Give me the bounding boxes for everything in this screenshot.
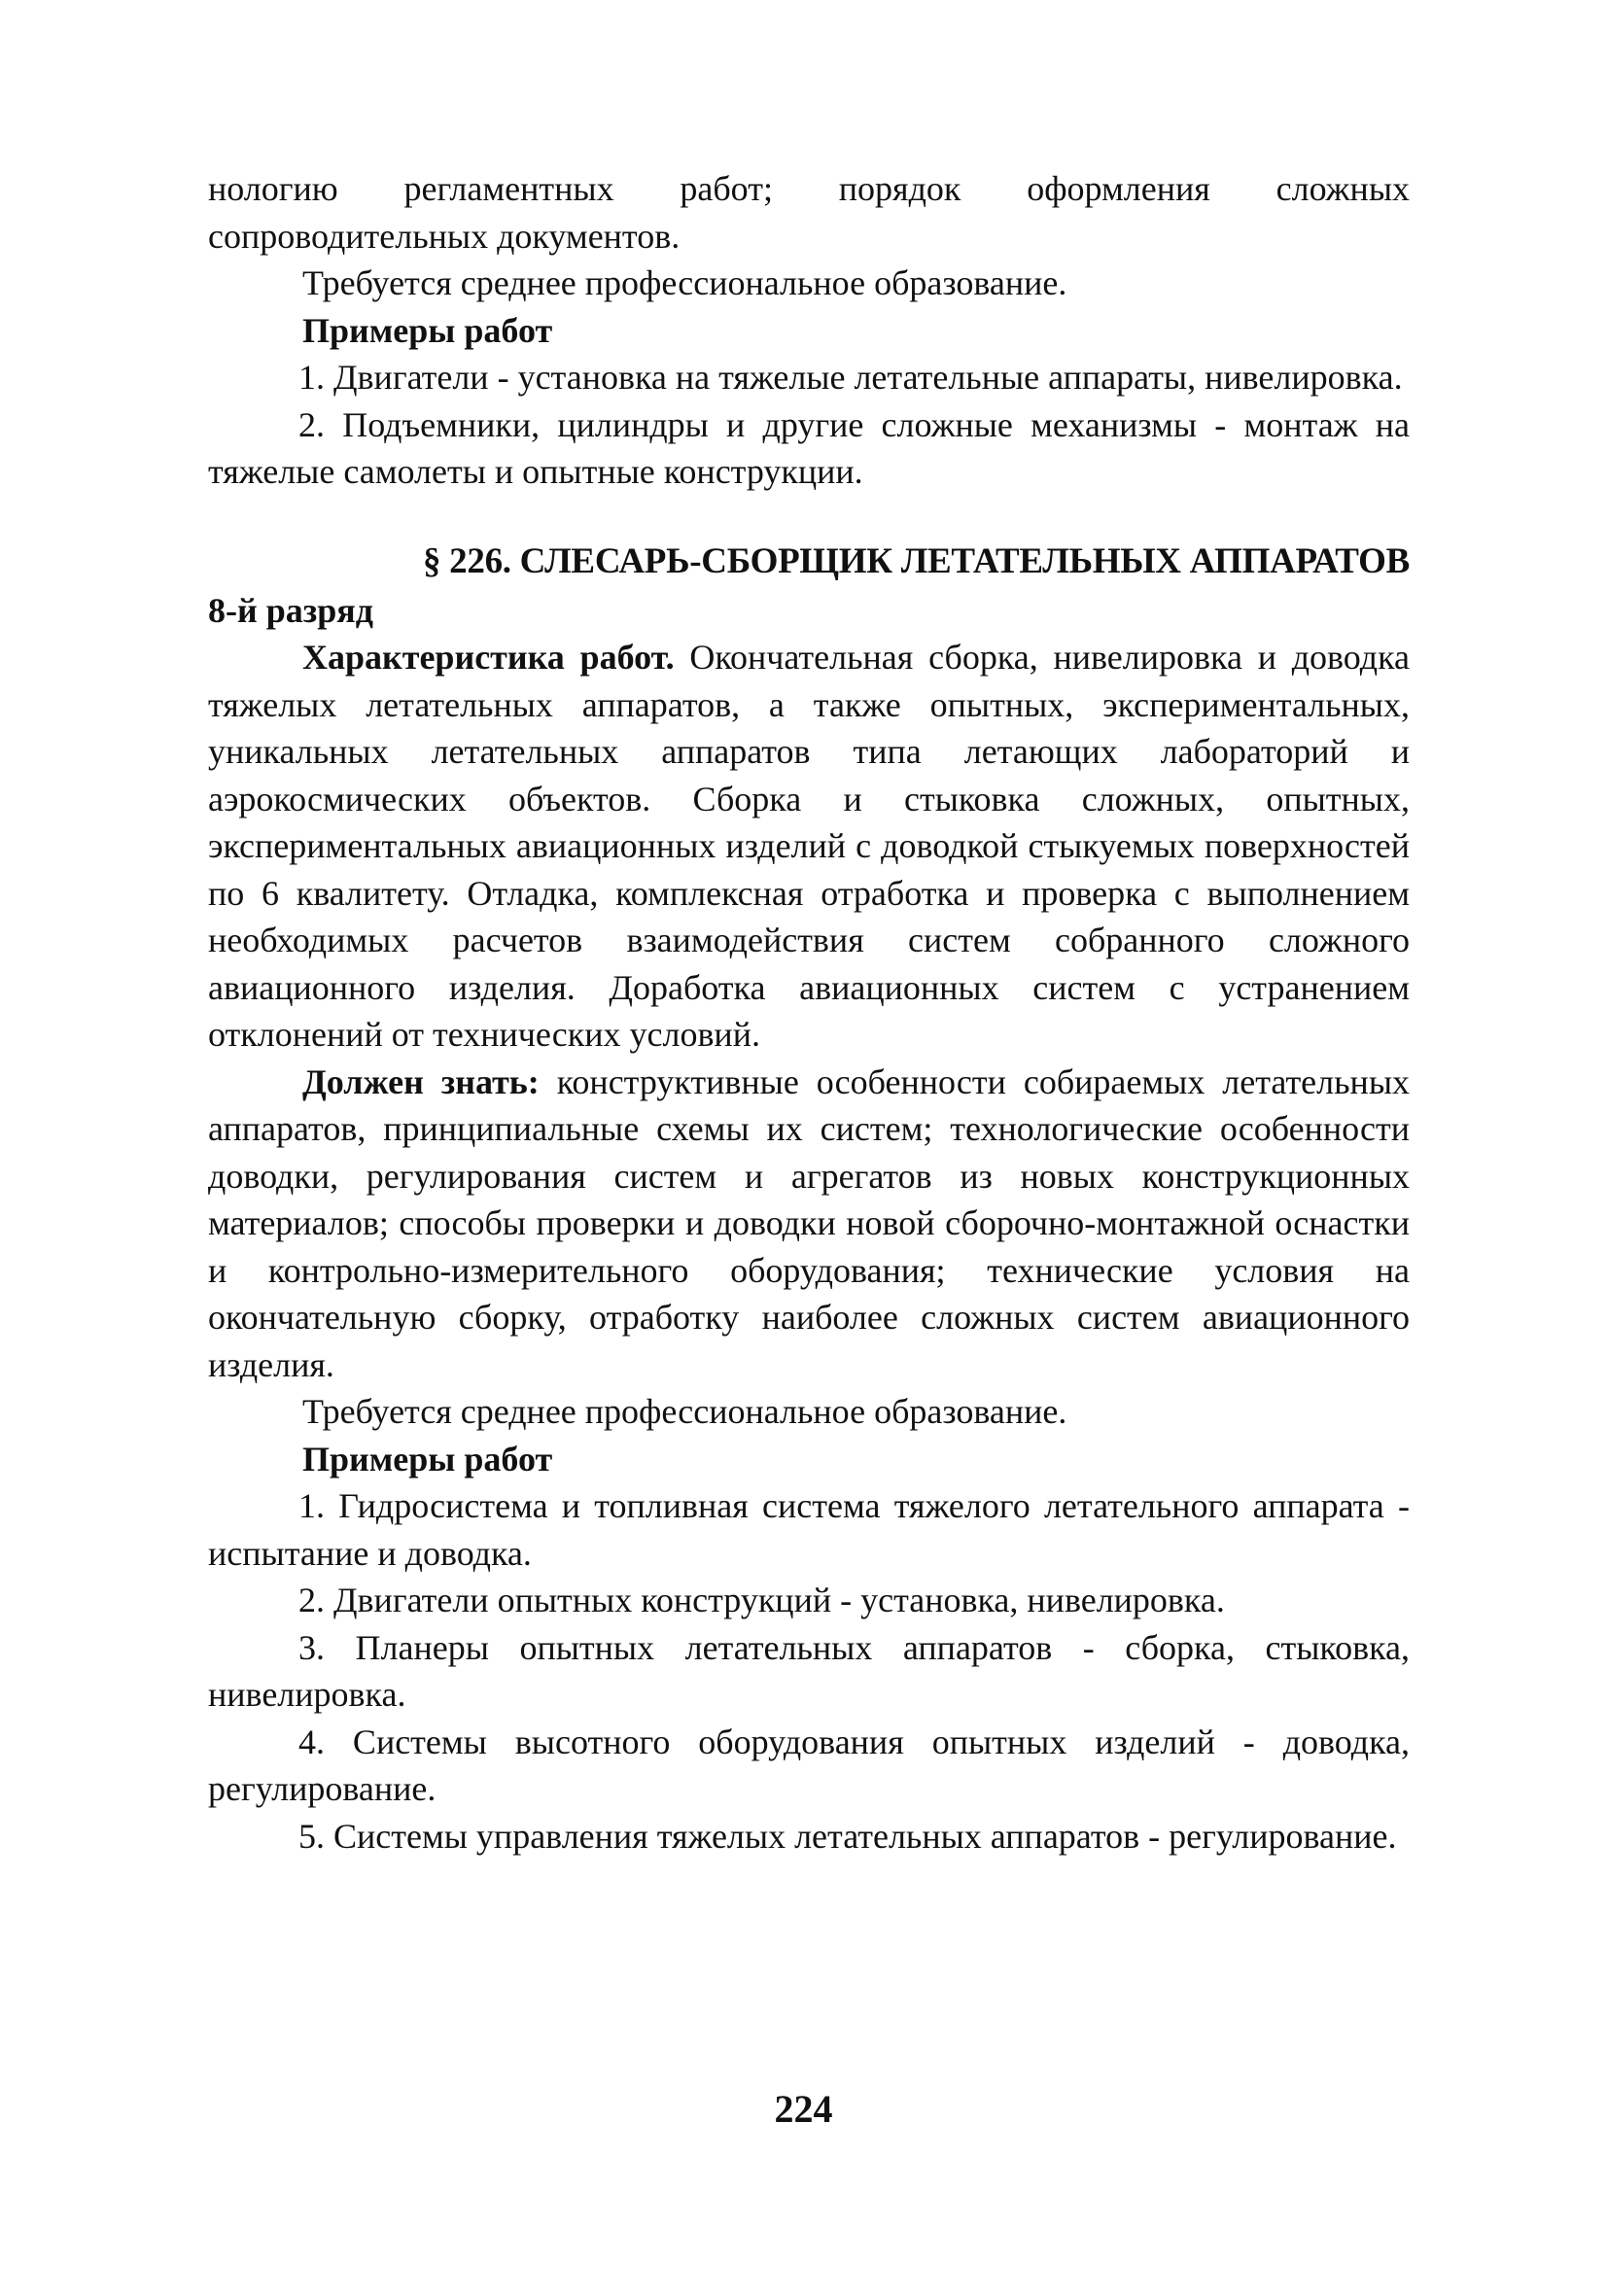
section-example-5: 5. Системы управления тяжелых летательных аппаратов - регулирование. xyxy=(298,1816,1397,1856)
characteristics-paragraph xyxy=(208,634,1410,1059)
characteristics-text: Окончательная сборка, нивелировка и доводка тяжелых летательных аппаратов, а также опытных, экспериментальных, уникальных летательных аппаратов типа летающих лабораторий и аэрокосмических объектов. Сборка и стыковка сложных, опытных, экспериментальных авиационных изделий с доводкой стыкуемых поверхностей по 6 квалитету. Отладка, комплексная отработка и проверка с выполнением необходимых расчетов взаимодействия систем собранного сложного авиационного изделия. Доработка авиационных систем с устранением отклонений от технических условий. xyxy=(208,638,1410,1054)
page-body xyxy=(208,165,1410,1860)
section-example-3: 3. Планеры опытных летательных аппаратов - сборка, стыковка, нивелировка. xyxy=(208,1627,1410,1714)
continuation-text: нологию регламентных работ; порядок оформления сложных сопроводительных документов. xyxy=(208,169,1410,256)
section-example-4: 4. Системы высотного оборудования опытных изделий - доводка, регулирование. xyxy=(208,1722,1410,1808)
knowledge-label: Должен знать: xyxy=(302,1061,540,1101)
grade-label: 8-й разряд xyxy=(208,590,373,630)
knowledge-text: конструктивные особенности собираемых летательных аппаратов, принципиальные схемы их систем; технологические особенности доводки, регулирования систем и агрегатов из новых конструкционных материалов; способы проверки и доводки новой сборочно-монтажной оснастки и контрольно-измерительного оборудования; технические условия на окончательную сборку, отработку наиболее сложных систем авиационного изделия. xyxy=(208,1061,1411,1384)
section-example-2: 2. Двигатели опытных конструкций - установка, нивелировка. xyxy=(298,1581,1225,1619)
continuation-education: Требуется среднее профессиональное образование. xyxy=(302,263,1067,302)
section-example-1: 1. Гидросистема и топливная система тяжелого летательного аппарата - испытание и доводка. xyxy=(208,1486,1410,1573)
section-title: § 226. СЛЕСАРЬ-СБОРЩИК ЛЕТАТЕЛЬНЫХ АППАРАТОВ xyxy=(423,540,1410,581)
continuation-example-1: 1. Двигатели - установка на тяжелые летательные аппараты, нивелировка. xyxy=(298,358,1403,397)
continuation-examples-heading: Примеры работ xyxy=(302,310,553,350)
continuation-example-2: 2. Подъемники, цилиндры и другие сложные механизмы - монтаж на тяжелые самолеты и опытные конструкции. xyxy=(208,404,1410,491)
knowledge-paragraph xyxy=(208,1059,1410,1389)
section-examples-heading: Примеры работ xyxy=(302,1439,553,1478)
section-education: Требуется среднее профессиональное образование. xyxy=(302,1392,1067,1431)
page-number: 224 xyxy=(774,2087,833,2131)
characteristics-label: Характеристика работ. xyxy=(302,638,675,677)
